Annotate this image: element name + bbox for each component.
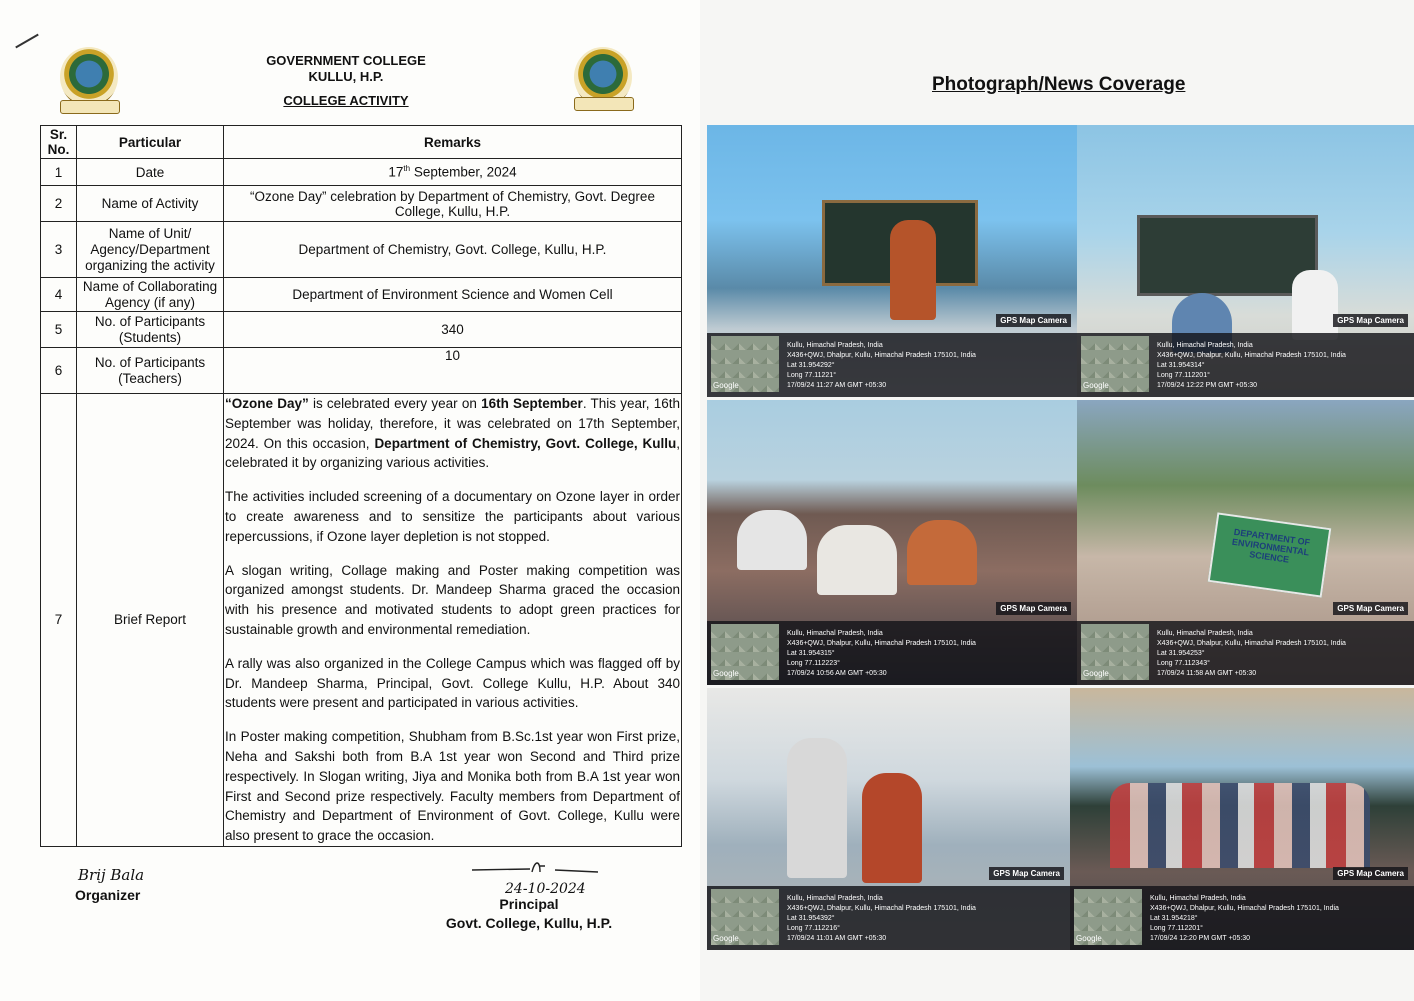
row-number: 2: [41, 186, 77, 222]
table-row: [41, 278, 682, 312]
caption-place: Kullu, Himachal Pradesh, India: [787, 895, 883, 902]
caption-place: Kullu, Himachal Pradesh, India: [787, 342, 883, 349]
table-row: [41, 312, 682, 348]
caption-lat: Lat 31.954392°: [787, 915, 835, 922]
google-label: Google: [1076, 934, 1102, 943]
row-particular: Brief Report: [77, 394, 224, 847]
principal-sign-date: 24-10-2024: [505, 881, 586, 897]
speaker-figure: [1292, 270, 1338, 340]
caption-text: [1157, 629, 1346, 679]
caption-text: [787, 341, 976, 391]
header-sr-no: Sr. No.: [41, 126, 77, 159]
gps-badge: GPS Map Camera: [989, 867, 1064, 880]
caption-address: X436+QWJ, Dhalpur, Kullu, Himachal Pradesh 175101, India: [787, 905, 976, 912]
caption-datetime: 17/09/24 11:01 AM GMT +05:30: [787, 935, 887, 942]
report-text: is celebrated every year on: [308, 396, 482, 411]
row-particular: No. of Participants (Teachers): [77, 348, 224, 394]
organizer-signature: Brij Bala: [78, 866, 145, 884]
row-number: 5: [41, 312, 77, 348]
photo-lecture: [707, 125, 1077, 397]
photo-page-title: Photograph/News Coverage: [932, 74, 1186, 95]
gps-caption: [707, 621, 1077, 685]
caption-long: Long 77.11221°: [787, 372, 836, 379]
principal-label: Principal: [499, 896, 559, 912]
row-number: 1: [41, 159, 77, 186]
caption-lat: Lat 31.954292°: [787, 362, 835, 369]
audience-figure: [817, 525, 897, 595]
row-number: 4: [41, 278, 77, 312]
caption-place: Kullu, Himachal Pradesh, India: [1150, 895, 1246, 902]
row-particular: Name of Collaborating Agency (if any): [77, 278, 224, 312]
brief-report: [224, 394, 682, 847]
caption-datetime: 17/09/24 12:20 PM GMT +05:30: [1150, 935, 1251, 942]
chalkboard: [1137, 215, 1318, 296]
report-paragraph-5: In Poster making competition, Shubham from B.Sc.1st year won First prize, Neha and Sakshi both from B.A 1st year won Second and Third prize respectively. In Slogan writing, Jiya and Monika both from B.A 1st year won First and Second prize respectively. Faculty members from Department of Chemistry and Department of Environment of Govt. College, Kullu were also present to grace the occasion.: [225, 729, 680, 844]
department-banner: DEPARTMENT OF ENVIRONMENTAL SCIENCE: [1208, 512, 1332, 597]
caption-address: X436+QWJ, Dhalpur, Kullu, Himachal Pradesh 175101, India: [787, 352, 976, 359]
caption-lat: Lat 31.954315°: [787, 650, 835, 657]
google-label: Google: [713, 934, 739, 943]
caption-datetime: 17/09/24 11:58 AM GMT +05:30: [1157, 670, 1257, 677]
caption-long: Long 77.112216°: [787, 925, 840, 932]
table-header-row: [41, 126, 682, 159]
principal-org: Govt. College, Kullu, H.P.: [445, 915, 613, 931]
row-number: 7: [41, 394, 77, 847]
activity-report-page: [0, 0, 700, 1001]
seal-ribbon-left: [60, 100, 120, 114]
caption-text: [787, 894, 976, 944]
caption-address: X436+QWJ, Dhalpur, Kullu, Himachal Pradesh 175101, India: [1157, 640, 1346, 647]
caption-long: Long 77.112223°: [787, 660, 840, 667]
principal-block: [431, 895, 627, 933]
report-paragraph-3: A slogan writing, Collage making and Poster making competition was organized amongst students. Dr. Mandeep Sharma graced the occasion with his presence and motivated students to adopt green practices for sustainable growth and environmental remediation.: [225, 562, 680, 637]
caption-text: [1157, 341, 1346, 391]
report-emphasis: 16th September: [481, 396, 583, 411]
row-remark: Department of Chemistry, Govt. College, Kullu, H.P.: [224, 222, 682, 278]
judge-figure: [787, 738, 847, 878]
gps-badge: GPS Map Camera: [1333, 602, 1408, 615]
gps-badge: GPS Map Camera: [996, 602, 1071, 615]
photo-group: [1070, 688, 1414, 950]
caption-address: X436+QWJ, Dhalpur, Kullu, Himachal Pradesh 175101, India: [1150, 905, 1339, 912]
caption-address: X436+QWJ, Dhalpur, Kullu, Himachal Pradesh 175101, India: [787, 640, 976, 647]
report-paragraph-1: [225, 394, 680, 473]
caption-long: Long 77.112201°: [1157, 372, 1210, 379]
row-remark: 17th September, 2024: [224, 159, 682, 186]
caption-lat: Lat 31.954314°: [1157, 362, 1205, 369]
report-text: , celebrated it by organizing various activities.: [225, 435, 680, 471]
caption-datetime: 17/09/24 12:22 PM GMT +05:30: [1157, 382, 1258, 389]
report-paragraph-2: The activities included screening of a documentary on Ozone layer in order to create awareness and to sensitize the participants about various repercussions, if Ozone layer depletion is not stopped.: [225, 489, 680, 544]
gps-badge: GPS Map Camera: [1333, 314, 1408, 327]
caption-place: Kullu, Himachal Pradesh, India: [787, 630, 883, 637]
judge-figure: [862, 773, 922, 883]
table-row: [41, 222, 682, 278]
seal-ribbon-right: [574, 97, 634, 111]
table-row: [41, 348, 682, 394]
header-remarks: Remarks: [224, 126, 682, 159]
activity-table: [40, 125, 682, 847]
row-particular: Date: [77, 159, 224, 186]
table-row: [41, 186, 682, 222]
google-label: Google: [1083, 669, 1109, 678]
report-emphasis: “Ozone Day”: [225, 396, 309, 411]
gps-caption: [1077, 621, 1414, 685]
caption-place: Kullu, Himachal Pradesh, India: [1157, 342, 1253, 349]
principal-signature: [470, 858, 600, 878]
report-paragraph-4: A rally was also organized in the College Campus which was flagged off by Dr. Mandeep Sharma, Principal, Govt. College Kullu, H.P. About 340 students were present and participated in various activities.: [225, 655, 680, 711]
audience-figure: [737, 510, 807, 570]
row-remark: “Ozone Day” celebration by Department of Chemistry, Govt. Degree College, Kullu, H.P.: [224, 186, 682, 222]
group-figures: [1110, 783, 1370, 868]
caption-place: Kullu, Himachal Pradesh, India: [1157, 630, 1253, 637]
header-particular: Particular: [77, 126, 224, 159]
caption-datetime: 17/09/24 11:27 AM GMT +05:30: [787, 382, 887, 389]
row-particular: Name of Activity: [77, 186, 224, 222]
college-location: KULLU, H.P.: [308, 69, 384, 84]
gps-caption: [707, 333, 1077, 397]
gps-badge: GPS Map Camera: [1333, 867, 1408, 880]
caption-lat: Lat 31.954218°: [1150, 915, 1198, 922]
table-row: [41, 394, 682, 847]
google-label: Google: [713, 669, 739, 678]
photo-rally-banner: [1077, 400, 1414, 685]
row-particular: Name of Unit/ Agency/Department organizing the activity: [77, 222, 224, 278]
organizer-label: Organizer: [75, 887, 141, 903]
caption-text: [1150, 894, 1339, 944]
photo-chalkboard: [1077, 125, 1414, 397]
college-name: GOVERNMENT COLLEGE: [266, 53, 426, 68]
caption-lat: Lat 31.954253°: [1157, 650, 1205, 657]
photo-corridor: [707, 688, 1070, 950]
gps-caption: [1077, 333, 1414, 397]
row-number: 3: [41, 222, 77, 278]
pen-mark: [15, 34, 39, 49]
row-remark: 10: [224, 348, 682, 394]
gps-caption: [1070, 886, 1414, 950]
caption-long: Long 77.112343°: [1157, 660, 1210, 667]
row-number: 6: [41, 348, 77, 394]
gps-badge: GPS Map Camera: [996, 314, 1071, 327]
gps-caption: [707, 886, 1070, 950]
google-label: Google: [713, 381, 739, 390]
row-remark: Department of Environment Science and Women Cell: [224, 278, 682, 312]
caption-address: X436+QWJ, Dhalpur, Kullu, Himachal Pradesh 175101, India: [1157, 352, 1346, 359]
photo-audience: [707, 400, 1077, 685]
row-remark: 340: [224, 312, 682, 348]
speaker-figure: [890, 220, 936, 320]
caption-long: Long 77.112201°: [1150, 925, 1203, 932]
table-row: [41, 159, 682, 186]
report-text: . This year, 16th September was holiday, therefore, it was celebrated on 17th September, 2024. On this occasion,: [225, 396, 680, 451]
report-emphasis: Department of Chemistry, Govt. College, Kullu: [374, 435, 677, 451]
audience-figure: [907, 520, 977, 585]
caption-text: [787, 629, 976, 679]
row-particular: No. of Participants (Students): [77, 312, 224, 348]
caption-datetime: 17/09/24 10:56 AM GMT +05:30: [787, 670, 887, 677]
google-label: Google: [1083, 381, 1109, 390]
college-seal-left-icon: [60, 47, 118, 107]
page-title: COLLEGE ACTIVITY: [283, 93, 409, 108]
